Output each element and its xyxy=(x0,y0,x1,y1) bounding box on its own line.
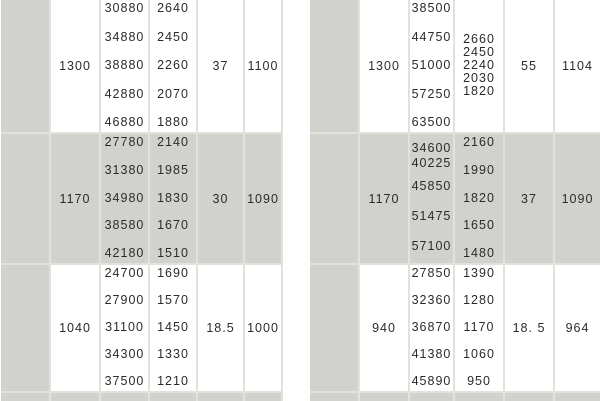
value-line: 63500 xyxy=(411,115,452,129)
value-line: 2640 xyxy=(157,1,189,15)
value-list-cell xyxy=(101,0,150,132)
value-line: 38880 xyxy=(104,58,145,72)
value-line: 42880 xyxy=(104,86,145,101)
group-value: 1300 xyxy=(368,59,400,73)
value-line: 38500 xyxy=(411,1,452,15)
row-header-cell xyxy=(1,134,51,263)
value-line: 1450 xyxy=(157,320,189,334)
value-line: 32360 xyxy=(411,293,452,307)
value-line: 1480 xyxy=(463,246,495,260)
value-line: 1990 xyxy=(463,162,495,177)
group-value: 940 xyxy=(372,321,396,335)
group-value-cell xyxy=(360,134,410,263)
value-line: 34300 xyxy=(104,347,145,361)
group-value-cell xyxy=(360,0,410,132)
single-value-cell xyxy=(505,134,555,263)
table-row xyxy=(1,0,283,132)
value-line: 1830 xyxy=(157,190,189,205)
value-line: 2070 xyxy=(157,86,189,101)
value-line: 27900 xyxy=(104,293,145,307)
single-value-cell xyxy=(245,265,283,391)
single-value: 30 xyxy=(212,191,229,206)
table-row xyxy=(1,132,283,263)
value-line: 2450 xyxy=(463,45,495,59)
value-list-cell xyxy=(455,0,505,132)
value-line: 1210 xyxy=(157,374,189,388)
table-row-cutoff xyxy=(310,391,600,401)
value-line: 1985 xyxy=(157,162,189,177)
value-list-cell xyxy=(455,134,505,263)
group-value: 1170 xyxy=(368,191,400,206)
value-line: 45890 xyxy=(411,374,452,388)
value-line: 2450 xyxy=(157,29,189,44)
value-line: 37500 xyxy=(104,374,145,388)
single-value-cell xyxy=(555,134,600,263)
single-value: 37 xyxy=(212,59,229,73)
spec-table-left xyxy=(1,0,283,401)
row-header-cell xyxy=(1,265,51,391)
single-value: 1090 xyxy=(561,191,594,206)
row-header-cell xyxy=(310,265,360,391)
value-list-cell xyxy=(150,134,198,263)
value-line: 1570 xyxy=(157,293,189,307)
value-line: 57250 xyxy=(411,86,452,101)
single-value: 37 xyxy=(521,191,537,206)
single-value: 1100 xyxy=(247,59,279,73)
group-value: 1170 xyxy=(59,191,91,206)
value-line: 1170 xyxy=(463,320,495,334)
value-line: 2140 xyxy=(157,135,189,149)
value-line: 2660 xyxy=(463,32,495,46)
table-row xyxy=(310,0,600,132)
group-value: 1040 xyxy=(59,321,91,335)
value-line: 36870 xyxy=(411,320,452,334)
value-list-cell xyxy=(410,265,455,391)
value-list-cell xyxy=(150,0,198,132)
value-line: 1690 xyxy=(157,266,189,280)
table-row-cutoff xyxy=(1,391,283,401)
single-value: 964 xyxy=(565,321,590,335)
value-line: 1820 xyxy=(463,190,495,205)
single-value-cell xyxy=(245,0,283,132)
value-line: 46880 xyxy=(104,115,145,129)
value-line: 31380 xyxy=(104,162,145,177)
table-row xyxy=(1,263,283,391)
single-value-cell xyxy=(198,265,245,391)
single-value: 1090 xyxy=(247,191,279,206)
value-line: 1650 xyxy=(463,218,495,233)
value-line: 1820 xyxy=(463,84,495,98)
group-value-cell xyxy=(51,134,101,263)
value-line: 27850 xyxy=(411,266,452,280)
value-line: 30880 xyxy=(104,1,145,15)
value-line: 2240 xyxy=(463,58,495,72)
single-value: 1104 xyxy=(562,59,593,73)
value-line: 44750 xyxy=(411,29,452,44)
value-line: 2260 xyxy=(157,58,189,72)
group-value: 1300 xyxy=(59,59,91,73)
single-value: 1000 xyxy=(247,321,279,335)
value-line: 40225 xyxy=(411,156,452,170)
table-row xyxy=(310,263,600,391)
value-line: 34880 xyxy=(104,29,145,44)
value-line: 42180 xyxy=(104,246,145,260)
value-line: 1880 xyxy=(157,115,189,129)
value-line: 2030 xyxy=(463,71,495,85)
value-line: 1670 xyxy=(157,218,189,233)
row-header-cell xyxy=(1,0,51,132)
single-value-cell xyxy=(555,265,600,391)
value-list-cell xyxy=(410,0,455,132)
single-value-cell xyxy=(198,0,245,132)
value-line: 31100 xyxy=(105,320,144,334)
value-list-cell xyxy=(101,134,150,263)
value-line: 24700 xyxy=(104,266,145,280)
single-value-cell xyxy=(505,265,555,391)
value-line: 2160 xyxy=(463,135,495,149)
table-row xyxy=(310,132,600,263)
value-list-cell xyxy=(410,134,455,263)
value-line: 1060 xyxy=(463,347,495,361)
value-line: 1510 xyxy=(157,246,189,260)
value-line: 1280 xyxy=(463,293,495,307)
value-line: 34980 xyxy=(104,190,145,205)
single-value-cell xyxy=(245,134,283,263)
single-value: 55 xyxy=(521,59,537,73)
value-line: 45850 xyxy=(411,179,452,193)
single-value: 18. 5 xyxy=(512,321,546,335)
value-line: 34600 xyxy=(411,141,452,155)
value-line: 51475 xyxy=(411,209,452,223)
value-list-cell xyxy=(455,265,505,391)
group-value-cell xyxy=(360,265,410,391)
value-line: 27780 xyxy=(104,135,145,149)
row-header-cell xyxy=(310,0,360,132)
single-value: 18.5 xyxy=(206,321,235,335)
value-list-cell xyxy=(101,265,150,391)
group-value-cell xyxy=(51,265,101,391)
value-line: 1330 xyxy=(157,347,189,361)
value-line: 38580 xyxy=(104,218,145,233)
row-header-cell xyxy=(310,134,360,263)
single-value-cell xyxy=(555,0,600,132)
value-line: 41380 xyxy=(411,347,452,361)
value-list-cell xyxy=(150,265,198,391)
single-value-cell xyxy=(505,0,555,132)
value-line: 950 xyxy=(467,374,491,388)
value-line: 51000 xyxy=(411,58,452,72)
value-line: 1390 xyxy=(463,266,495,280)
value-line: 57100 xyxy=(411,239,452,253)
spec-table-right xyxy=(310,0,600,401)
single-value-cell xyxy=(198,134,245,263)
group-value-cell xyxy=(51,0,101,132)
